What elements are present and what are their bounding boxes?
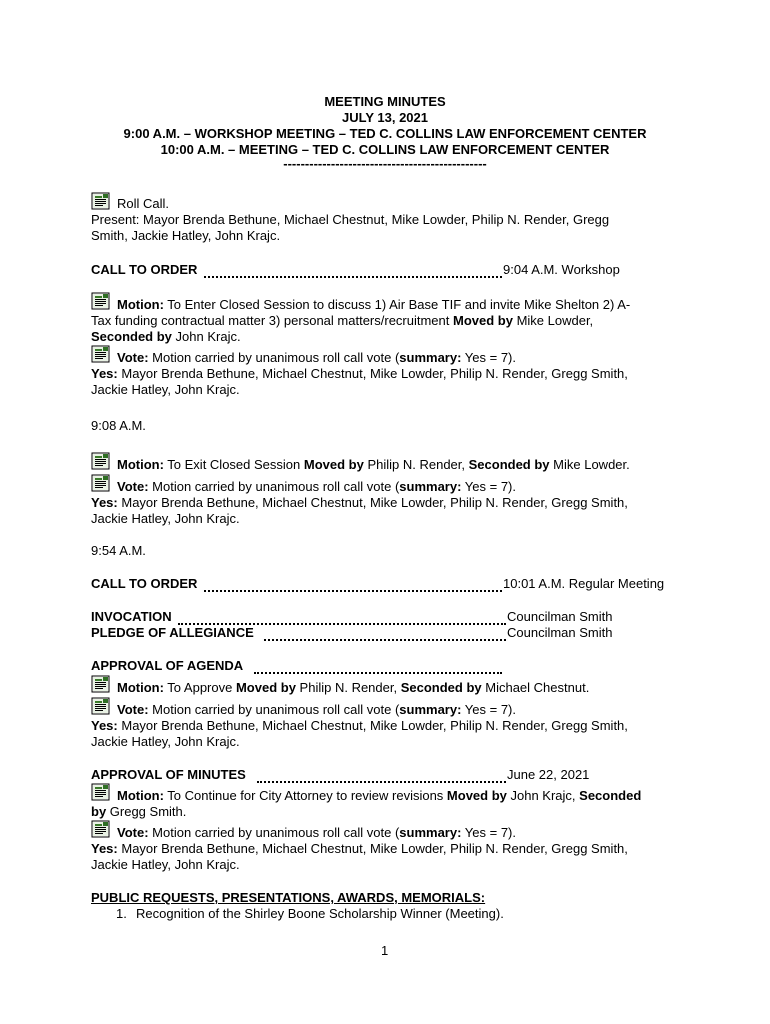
motion1-vote: Vote: Motion carried by unanimous roll call vote (summary: Yes = 7). (117, 350, 516, 365)
motion2-vote: Vote: Motion carried by unanimous roll call vote (summary: Yes = 7). (117, 479, 516, 494)
header-rule: ----------------------------------------------- (283, 156, 487, 171)
motion1-yes-line2: Jackie Hatley, John Krajc. (91, 382, 240, 397)
meeting-line: 10:00 A.M. – MEETING – TED C. COLLINS LAW ENFORCEMENT CENTER (160, 142, 610, 157)
roll-present-line2: Smith, Jackie Hatley, John Krajc. (91, 228, 281, 243)
note-icon[interactable] (91, 820, 111, 838)
minutes-motion-line2: by Gregg Smith. (91, 804, 187, 819)
note-icon[interactable] (91, 452, 111, 470)
dot-leader (204, 274, 502, 278)
dot-leader (264, 637, 506, 641)
public-requests-heading: PUBLIC REQUESTS, PRESENTATIONS, AWARDS, MEMORIALS: (91, 890, 486, 905)
call-to-order-value: 10:01 A.M. Regular Meeting (503, 576, 665, 591)
time-stamp-1: 9:08 A.M. (91, 418, 146, 433)
roll-present-line1: Present: Mayor Brenda Bethune, Michael Chestnut, Mike Lowder, Philip N. Render, Gregg (91, 212, 610, 227)
minutes-motion-line1: Motion: To Continue for City Attorney to review revisions Moved by John Krajc, Seconded (117, 788, 642, 803)
motion2-line1: Motion: To Exit Closed Session Moved by Philip N. Render, Seconded by Mike Lowder. (117, 457, 630, 472)
note-icon[interactable] (91, 345, 111, 363)
approval-minutes-label: APPROVAL OF MINUTES (91, 767, 246, 782)
pledge-label: PLEDGE OF ALLEGIANCE (91, 625, 254, 640)
pledge-value: Councilman Smith (507, 625, 613, 640)
note-icon[interactable] (91, 783, 111, 801)
invocation-label: INVOCATION (91, 609, 172, 624)
minutes-yes-line1: Yes: Mayor Brenda Bethune, Michael Chestnut, Mike Lowder, Philip N. Render, Gregg Smith, (91, 841, 628, 856)
note-icon[interactable] (91, 192, 111, 210)
motion1-line1: Motion: To Enter Closed Session to discuss 1) Air Base TIF and invite Mike Shelton 2) A- (117, 297, 631, 312)
dot-leader (204, 588, 502, 592)
note-icon[interactable] (91, 697, 111, 715)
note-icon[interactable] (91, 474, 111, 492)
list-item-number: 1. (116, 906, 127, 921)
dot-leader (254, 670, 502, 674)
meeting-date: JULY 13, 2021 (341, 110, 429, 125)
minutes-yes-line2: Jackie Hatley, John Krajc. (91, 857, 240, 872)
motion1-line3: Seconded by John Krajc. (91, 329, 241, 344)
agenda-yes-line2: Jackie Hatley, John Krajc. (91, 734, 240, 749)
agenda-vote: Vote: Motion carried by unanimous roll call vote (summary: Yes = 7). (117, 702, 516, 717)
note-icon[interactable] (91, 292, 111, 310)
call-to-order-label: CALL TO ORDER (91, 262, 198, 277)
motion1-yes-line1: Yes: Mayor Brenda Bethune, Michael Chestnut, Mike Lowder, Philip N. Render, Gregg Smith, (91, 366, 628, 381)
time-stamp-2: 9:54 A.M. (91, 543, 146, 558)
agenda-yes-line1: Yes: Mayor Brenda Bethune, Michael Chestnut, Mike Lowder, Philip N. Render, Gregg Smith, (91, 718, 628, 733)
list-item: Recognition of the Shirley Boone Scholarship Winner (Meeting). (136, 906, 504, 921)
call-to-order-value: 9:04 A.M. Workshop (503, 262, 620, 277)
motion2-yes-line1: Yes: Mayor Brenda Bethune, Michael Chestnut, Mike Lowder, Philip N. Render, Gregg Smith, (91, 495, 628, 510)
note-icon[interactable] (91, 675, 111, 693)
invocation-value: Councilman Smith (507, 609, 613, 624)
page-number: 1 (381, 943, 389, 958)
motion1-line2: Tax funding contractual matter 3) personal matters/recruitment Moved by Mike Lowder, (91, 313, 594, 328)
agenda-motion: Motion: To Approve Moved by Philip N. Render, Seconded by Michael Chestnut. (117, 680, 590, 695)
title: MEETING MINUTES (324, 94, 446, 109)
minutes-vote: Vote: Motion carried by unanimous roll call vote (summary: Yes = 7). (117, 825, 516, 840)
motion2-yes-line2: Jackie Hatley, John Krajc. (91, 511, 240, 526)
dot-leader (257, 779, 506, 783)
call-to-order-label: CALL TO ORDER (91, 576, 198, 591)
roll-call-label: Roll Call. (117, 196, 170, 211)
approval-agenda-label: APPROVAL OF AGENDA (91, 658, 244, 673)
approval-minutes-value: June 22, 2021 (507, 767, 590, 782)
workshop-line: 9:00 A.M. – WORKSHOP MEETING – TED C. COLLINS LAW ENFORCEMENT CENTER (123, 126, 647, 141)
